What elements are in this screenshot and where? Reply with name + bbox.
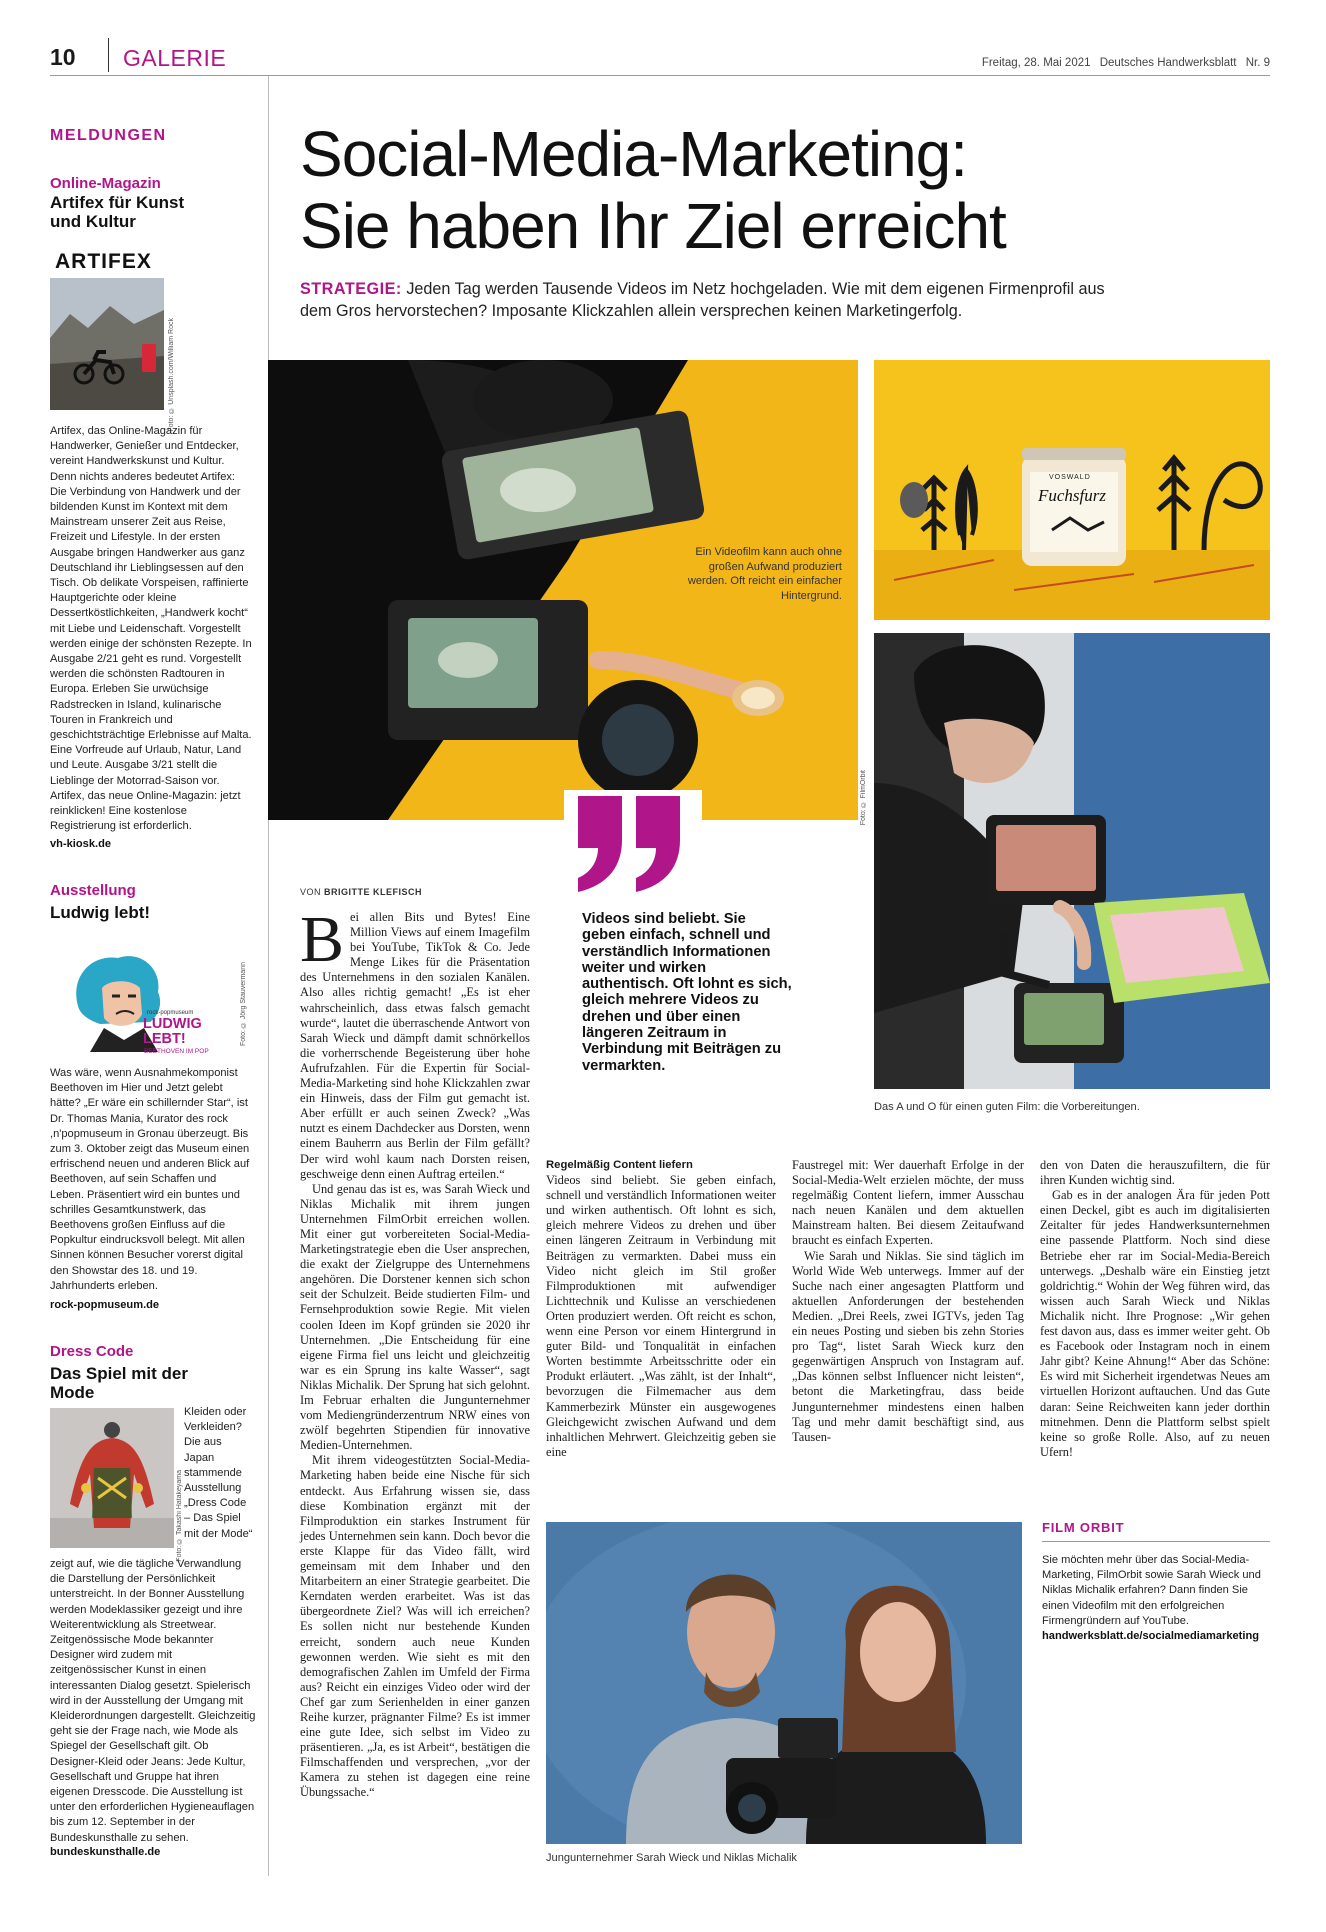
byline: [300, 887, 422, 897]
article-column-4: [1040, 1158, 1270, 1460]
founders-portrait-caption: Jungunternehmer Sarah Wieck und Niklas Michalik: [546, 1852, 797, 1864]
column-rule: [268, 76, 269, 1876]
ludwig-kicker: Ausstellung: [50, 882, 136, 899]
dresscode-kicker: Dress Code: [50, 1343, 134, 1360]
headline-line-1: Social-Media-Marketing:: [300, 118, 968, 190]
dresscode-title: Das Spiel mit der Mode: [50, 1364, 188, 1402]
dresscode-image: [50, 1408, 174, 1548]
lead-text: Jeden Tag werden Tausende Videos im Netz hochgeladen. Wie mit dem eigenen Firmenprofil aus dem Gros hervorstechen? Imposante Klickzahlen allein versprechen keinen Marketingerfolg.: [300, 280, 1105, 320]
article-col1-p3: Mit ihrem videogestützten Social-Media-Marketing haben beide eine Nische für sich entdeckt. Aus Erfahrung wissen sie, dass diese Kombination ergänzt mit der Filmproduktion ein starkes Instrument für jedes Unternehmen sein kann. Doch bevor die erste Klappe für das Video fällt, wird gemeinsam mit dem Inhaber und den Mitarbeitern an einer Strategie gearbeitet. Die Kerndaten werden erarbeitet. Was ist das übergeordnete Ziel? Was will ich erreichen? Es sollen nicht nur bestehende Kunden erreicht, sondern auch neue Kunden gewonnen werden. Wie sieht es mit den demografischen Zahlen im Umfeld der Firma aus? Reicht ein einziges Video oder wird der Chef gar zum Serienhelden in einer ganzen Reihe kurzer, prägnanter Filme? Es ist immer eine gute Idee, sich selbst im Video zu präsentieren. „Ja, es ist Arbeit“, bestätigen die Filmschaffenden und versprechen, „vor der Kamera zu stehen ist dagegen eine reine Übungssache.“: [300, 1453, 530, 1800]
artifex-title: Artifex für Kunst und Kultur: [50, 193, 185, 231]
sidebar-section-title: MELDUNGEN: [50, 127, 167, 144]
dresscode-text: zeigt auf, wie die tägliche Verwandlung die Darstellung der Persönlichkeit unterstreicht. In der Bonner Ausstellung werden Modeklassiker gezeigt und ihre Weiterentwicklung als Streetwear. Zeitgenössische Mode bekannter Designer wird zudem mit zeitgenössischer Kunst in einen interessanten Dialog gesetzt. Spielerisch wird in der Ausstellung der Umgang mit Kleiderordnungen dargestellt. Gleichzeitig geht sie der Frage nach, wie Mode als Spiegel der Gesellschaft gilt. Ob Designer-Kleid oder Jeans: Jede Kultur, Gesellschaft und Gruppe hat ihren eigenen Dresscode. Die Ausstellung ist unter den erforderlichen Hygieneauflagen bis zum 12. September in der Bundeskunsthalle zu sehen.: [50, 1558, 256, 1844]
ludwig-poster-subtitle: BEETHOVEN IM POP: [144, 1048, 209, 1055]
filming-photo: [874, 633, 1270, 1089]
candle-label: Fuchsfurz: [1038, 486, 1106, 505]
article-col3-p2: Wie Sarah und Niklas. Sie sind täglich im World Wide Web unterwegs. Immer auf der Suche nach einer angesagten Plattform und aktuellen Anforderungen der bestehenden Medien. „Drei Reels, zwei IGTVs, jeden Tag ein neues Posting und sieben bis zehn Stories pro Tag“, listet Sarah Wieck kurz den gegenwärtigen Anspruch von Instagram auf. „Das können selbst Influencer nicht leisten“, betont die Marketingfrau, dass beide Jungunternehmer mindestens einen halben Tag und mehr damit beschäftigt sind, aus Tausen-: [792, 1248, 1024, 1444]
article-lead: [300, 278, 1120, 322]
article-column-3: [792, 1158, 1024, 1445]
article-subhead: Regelmäßig Content liefern: [546, 1159, 693, 1171]
article-col1-p2: Und genau das ist es, was Sarah Wieck und Niklas Michalik mit ihrem jungen Unternehmen FilmOrbit erreichen wollen. Mit einer gut vorbereiteten Social-Media-Marketingstrategie eben die User ansprechen, die exakt der Zielgruppe des Unternehmens angehören. Die Dorstener kennen sich schon seit der Schulzeit. Beide studierten Film- und Fernsehproduktion sowie Regie. Mit vielen coolen Ideen im Kopf gründen sie 2020 ihr Unternehmen. „Die Entscheidung für eine eigene Firma fiel uns leicht und gleichzeitig war es ein Sprung ins kalte Wasser“, sagt Niklas Michalik. Der Sprung hat sich gelohnt. Im Februar erhalten die Jungunternehmer vom Mediengründerzentrum NRW eines von zwölf begehrten Stipendien für innovative Medien-Unternehmen.: [300, 1181, 530, 1453]
dresscode-link[interactable]: bundeskunsthalle.de: [50, 1846, 161, 1858]
article-col4-p2: Gab es in der analogen Ära für jeden Pott einen Deckel, gibt es auch im digitalisierten Zeitalter für jedes Handwerksunternehmen eine passende Plattform. Noch sind diese Betriebe eher rar im Social-Media-Bereich unterwegs. „Deshalb wäre ein Einstieg jetzt goldrichtig.“ Wohin der Weg führen wird, das wissen auch Sarah Wieck und Niklas Michalik nicht. Ihre Prognose: „Wir gehen fest davon aus, dass es immer weiter geht. Ob es Facebook oder Instagram noch in einem Jahr gibt? Keine Ahnung!“ Aber das Schöne: Es wird mit Sicherheit irgendetwas Neues am virtuellen Horizont auftauchen. Und das Gute daran: Seine Reichweiten kann jeder dorthin mitnehmen. Denn die Plattform selbst spielt keine so große Rolle. Also, auf zu neuen Ufern!: [1040, 1188, 1270, 1459]
artifex-kicker: Online-Magazin: [50, 175, 161, 192]
dresscode-photo-credit: Foto: © Takashi Hatakeyama: [176, 1470, 183, 1562]
byline-prefix: VON: [300, 887, 325, 897]
dresscode-text-top: Kleiden oder Verkleiden? Die aus Japan stammende Ausstellung „Dress Code – Das Spiel mit der Mode“: [184, 1406, 253, 1540]
info-box-link[interactable]: handwerksblatt.de/socialmediamarketing: [1042, 1630, 1260, 1643]
info-box-text: Sie möchten mehr über das Social-Media-Marketing, FilmOrbit sowie Sarah Wieck und Niklas Michalik erfahren? Dann finden Sie einen Videofilm mit den erfolgreichen Firmengründern auf YouTube.: [1042, 1554, 1261, 1627]
pull-quote-box: [564, 790, 702, 896]
info-box-title: FILM ORBIT: [1042, 1520, 1125, 1535]
info-box-rule: [1042, 1541, 1270, 1542]
artifex-logo: ARTIFEX: [55, 250, 152, 273]
issue-date: Freitag, 28. Mai 2021: [981, 57, 1091, 69]
ludwig-text: Was wäre, wenn Ausnahmekomponist Beethoven im Hier und Jetzt gelebt hätte? „Er wäre ein schillernder Star“, ist Dr. Thomas Mania, Kurator des rock ,n'popmuseum in Gronau überzeugt. Bis zum 3. Oktober zeigt das Museum einen erfrischend neuen und anderen Blick auf Beethoven, auf sein Schaffen und Leben. Präsentiert wird ein buntes und schrilles Gesamtkunstwerk, das Beethovens großen Einfluss auf die Popkultur eindrucksvoll belegt. Mit allen Sinnen können Besucher vorerst digital den Showstar des 18. und 19. Jahrhunderts erleben.: [50, 1067, 250, 1292]
artifex-photo-credit: Foto: © Unsplash.com/William Rock: [168, 318, 175, 432]
article-column-1: [300, 903, 530, 1801]
ludwig-link[interactable]: rock-popmuseum.de: [50, 1299, 160, 1311]
ludwig-poster-title: LUDWIG LEBT!: [143, 1016, 202, 1047]
article-column-2: [546, 1158, 776, 1460]
article-col1-p1: ei allen Bits und Bytes! Eine Million Views auf einem Imagefilm bei YouTube, TikTok & Co. Jede Menge Likes für die Präsentation des Unternehmens in den sozialen Kanälen. Also alles richtig gemacht! „Es ist eher wahrscheinlich, dass etwas falsch gemacht wurde“, lautet die überraschende Antwort von Sarah Wieck und dämpft damit schnörkellos die vorherrschende Begeisterung über hohe Aufrufzahlen. Für die Expertin für Social-Media-Marketing sind hohe Klickzahlen zwar ein Hinweis, dass der Film gut gemacht ist. Aber erfüllt er auch seinen Zweck? „Was nutzt es einem Dachdecker aus Dorsten, wenn einem Bauherrn aus Berlin der Film gefällt? Der wird wohl kaum nach Dorsten reisen, geschweige denn einen Auftrag erteilen.“: [300, 910, 530, 1181]
page-number: 10: [50, 44, 76, 70]
header-divider: [108, 38, 109, 72]
publication-name: Deutsches Handwerksblatt: [1099, 57, 1237, 69]
artifex-link[interactable]: vh-kiosk.de: [50, 838, 112, 850]
pull-quote-text: Videos sind beliebt. Sie geben einfach, schnell und verständlich Informationen weiter und wirken authentisch. Oft lohnt es sich, gleich mehrere Videos zu drehen und über einen längeren Zeitraum in Verbindung mit Beiträgen zu vermarkten.: [582, 911, 792, 1074]
camera-photo-caption: Ein Videofilm kann auch ohne großen Aufwand produziert werden. Oft reicht ein einfacher Hintergrund.: [687, 546, 842, 602]
ludwig-poster-image: [60, 948, 220, 1054]
artifex-cover-image: [50, 244, 164, 410]
info-box: [1042, 1553, 1270, 1644]
ludwig-title: Ludwig lebt!: [50, 903, 151, 922]
dropcap: B: [300, 903, 345, 976]
byline-author: BRIGITTE KLEFISCH: [324, 887, 423, 897]
article-col4-p1: den von Daten die herauszufiltern, die für ihren Kunden wichtig sind.: [1040, 1158, 1270, 1188]
header-meta: [976, 57, 1270, 69]
quote-mark-icon: [564, 790, 694, 896]
section-title: GALERIE: [123, 45, 227, 71]
lead-label: STRATEGIE:: [300, 280, 402, 298]
article-col2-text: Videos sind beliebt. Sie geben einfach, schnell und verständlich Informationen weiter und wirken authentisch. Oft lohnt es sich, gleich mehrere Videos zu drehen und über einen längeren Zeitraum in Verbindung mit Beiträgen zu vermarkten. Dabei muss ein Video nicht gleich im Stil großer Filmproduktionen mit aufwendiger Lichttechnik und Kulisse an verschiedenen Orten produziert werden. Oft reicht es schon, wenn eine Person vor einem Hintergrund in guter Bild- und Tonqualität in einfachen Worten bestimmte Arbeitsschritte oder ein Produkt erläutert. „Was zählt, ist der Inhalt“, bevorzugen die Filmemacher aus dem Kammerbezirk Münster ein ausgewogenes Gleichgewicht zwischen Aufwand und dem inhaltlichen Mehrwert. Gleichzeitig geben sie eine: [546, 1173, 776, 1459]
candle-photo: [874, 360, 1270, 620]
artifex-text: Artifex, das Online-Magazin für Handwerker, Genießer und Entdecker, vereint Handwerkskunst und Kultur. Denn nichts anderes bedeutet Artifex: Die Verbindung von Handwerk und der bildenden Kunst im Kontext mit dem Mainstream unserer Zeit aus Reise, Freizeit und Lifestyle. In der ersten Ausgabe bringen Handwerker aus ganz Deutschland ihr Lieblingsessen auf den Tisch. Ob delikate Vorspeisen, raffinierte Hauptgerichte oder kleine Dessertköstlichkeiten, „Handwerk kocht“ mit Liebe und Leidenschaft. Vorgestellt werden einige der schönsten Rezepte. In Ausgabe 2/21 geht es rund. Vorgestellt werden die schönsten Radtouren in Europa. Erleben Sie urwüchsige Radstrecken in Island, kulinarische Touren in Frankreich und geschichtsträchtige Erlebnisse auf Malta. Eine Vorfreude auf Urlaub, Natur, Land und Leute. Ausgabe 3/21 stellt die Lieblinge der Motorrad-Saison vor. Artifex, das neue Online-Magazin: jetzt reinklicken! Eine kostenlose Registrierung ist erforderlich.: [50, 425, 252, 833]
article-headline: [300, 118, 1006, 262]
issue-number: Nr. 9: [1245, 57, 1270, 69]
filming-photo-credit: Foto: © FilmOrbit: [860, 770, 867, 826]
founders-portrait-photo: [546, 1522, 1022, 1844]
filming-photo-caption: Das A und O für einen guten Film: die Vorbereitungen.: [874, 1101, 1140, 1113]
candle-brand: VOSWALD: [1049, 474, 1091, 481]
article-col3-p1: Faustregel mit: Wer dauerhaft Erfolge in der Social-Media-Welt erzielen möchte, der muss regelmäßig Content liefern, immer Ausschau nach neuen Kanälen und dem aktuellen Mainstream halten. Bei diesem Zeitaufwand braucht es einfach Experten.: [792, 1158, 1024, 1248]
headline-line-2: Sie haben Ihr Ziel erreicht: [300, 190, 1006, 262]
ludwig-poster-small: rock-popmuseum: [147, 1010, 194, 1016]
ludwig-photo-credit: Foto: © Jörg Stauvermann: [240, 962, 247, 1047]
header-rule: [50, 75, 1270, 76]
